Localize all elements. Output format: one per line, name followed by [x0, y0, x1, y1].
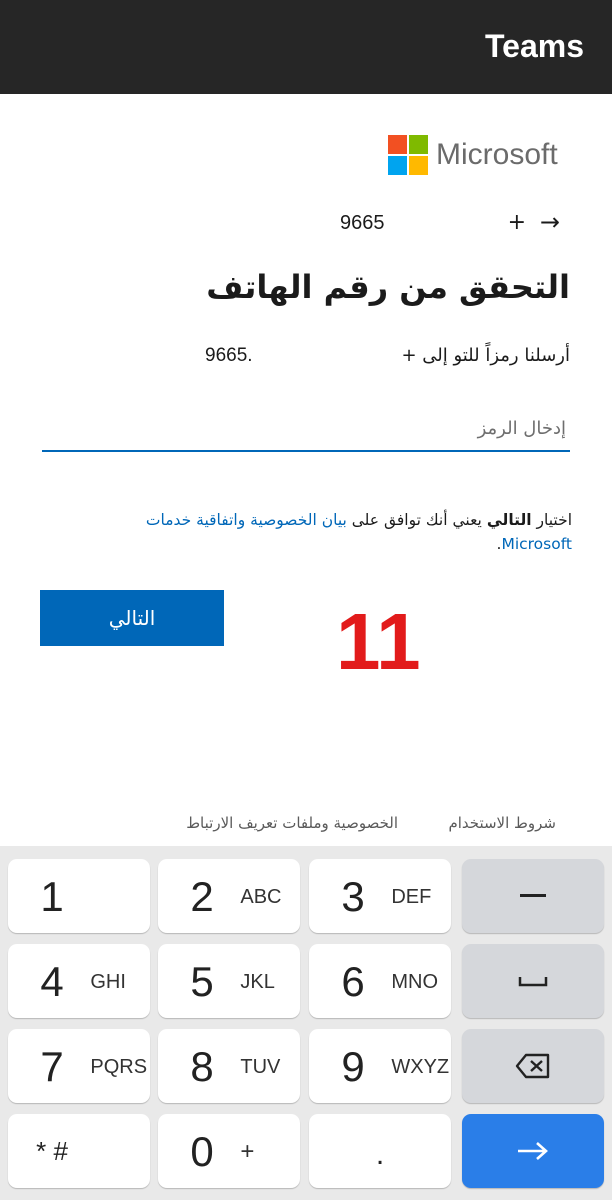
identity-number: 9665 [340, 212, 385, 234]
key-letters: TUV [240, 1056, 281, 1078]
key-6[interactable] [309, 944, 451, 1018]
key-digit: . [375, 1138, 385, 1171]
backspace-key[interactable] [462, 1029, 604, 1103]
key-1[interactable] [8, 859, 150, 933]
sent-message: أرسلنا رمزاً للتو إلى + [401, 345, 570, 366]
key-letters: JKL [240, 971, 275, 993]
key-letters: ABC [240, 886, 282, 908]
backspace-icon [462, 1029, 604, 1103]
terms-prefix: اختيار [536, 511, 572, 529]
key-digit: 2 [190, 873, 214, 920]
terms-of-use-link[interactable]: شروط الاستخدام [448, 814, 556, 832]
key-letters: MNO [391, 971, 439, 993]
terms-end: . [496, 535, 502, 553]
microsoft-wordmark: Microsoft [436, 138, 558, 171]
sent-number: 9665. [205, 345, 253, 366]
space-key[interactable] [462, 944, 604, 1018]
terms-bold: التالي [486, 511, 532, 529]
app-title: Teams [484, 28, 584, 64]
key-digit: 1 [40, 873, 64, 920]
terms-middle: يعني أنك توافق على [351, 511, 482, 529]
key-digit: 9 [341, 1043, 365, 1090]
key-9[interactable] [309, 1029, 451, 1103]
key-star-hash[interactable] [8, 1114, 150, 1188]
key-letters: WXYZ [391, 1056, 450, 1078]
key-dot[interactable] [309, 1114, 451, 1188]
arrow-right-icon[interactable]: → [539, 208, 560, 236]
minus-icon [462, 859, 604, 933]
key-digit: 7 [40, 1043, 64, 1090]
key-digit: * # [36, 1136, 68, 1166]
key-4[interactable] [8, 944, 150, 1018]
page-title: التحقق من رقم الهاتف [206, 268, 570, 306]
footer-links [0, 814, 612, 844]
enter-arrow-icon [462, 1114, 604, 1188]
app-header [0, 0, 612, 94]
identity-plus: + [507, 210, 526, 235]
space-icon [462, 944, 604, 1018]
key-2[interactable] [158, 859, 300, 933]
overlay-number: 11 [336, 597, 421, 686]
identity-row [340, 206, 570, 242]
key-digit: 0 [190, 1128, 214, 1175]
terms-notice [86, 508, 572, 556]
key-letters: + [240, 1138, 255, 1165]
key-digit: 4 [40, 958, 64, 1005]
key-3[interactable] [309, 859, 451, 933]
microsoft-logo-icon [388, 135, 428, 175]
numeric-keyboard [0, 846, 612, 1200]
minus-key[interactable] [462, 859, 604, 933]
privacy-cookies-link[interactable]: الخصوصية وملفات تعريف الارتباط [186, 814, 398, 832]
key-0[interactable] [158, 1114, 300, 1188]
services-agreement-link[interactable]: اتفاقية خدمات Microsoft [145, 511, 572, 553]
key-5[interactable] [158, 944, 300, 1018]
next-button[interactable]: التالي [40, 590, 224, 646]
key-digit: 8 [190, 1043, 214, 1090]
privacy-statement-link[interactable]: بيان الخصوصية [250, 511, 347, 529]
microsoft-logo [388, 135, 574, 177]
code-input[interactable] [42, 406, 570, 452]
key-7[interactable] [8, 1029, 150, 1103]
key-digit: 6 [341, 958, 365, 1005]
terms-and: و [237, 511, 246, 529]
key-letters: PQRS [90, 1056, 148, 1078]
key-letters: GHI [90, 971, 126, 993]
key-letters: DEF [391, 886, 432, 908]
enter-key[interactable] [462, 1114, 604, 1188]
key-digit: 5 [190, 958, 214, 1005]
key-8[interactable] [158, 1029, 300, 1103]
key-digit: 3 [341, 873, 365, 920]
